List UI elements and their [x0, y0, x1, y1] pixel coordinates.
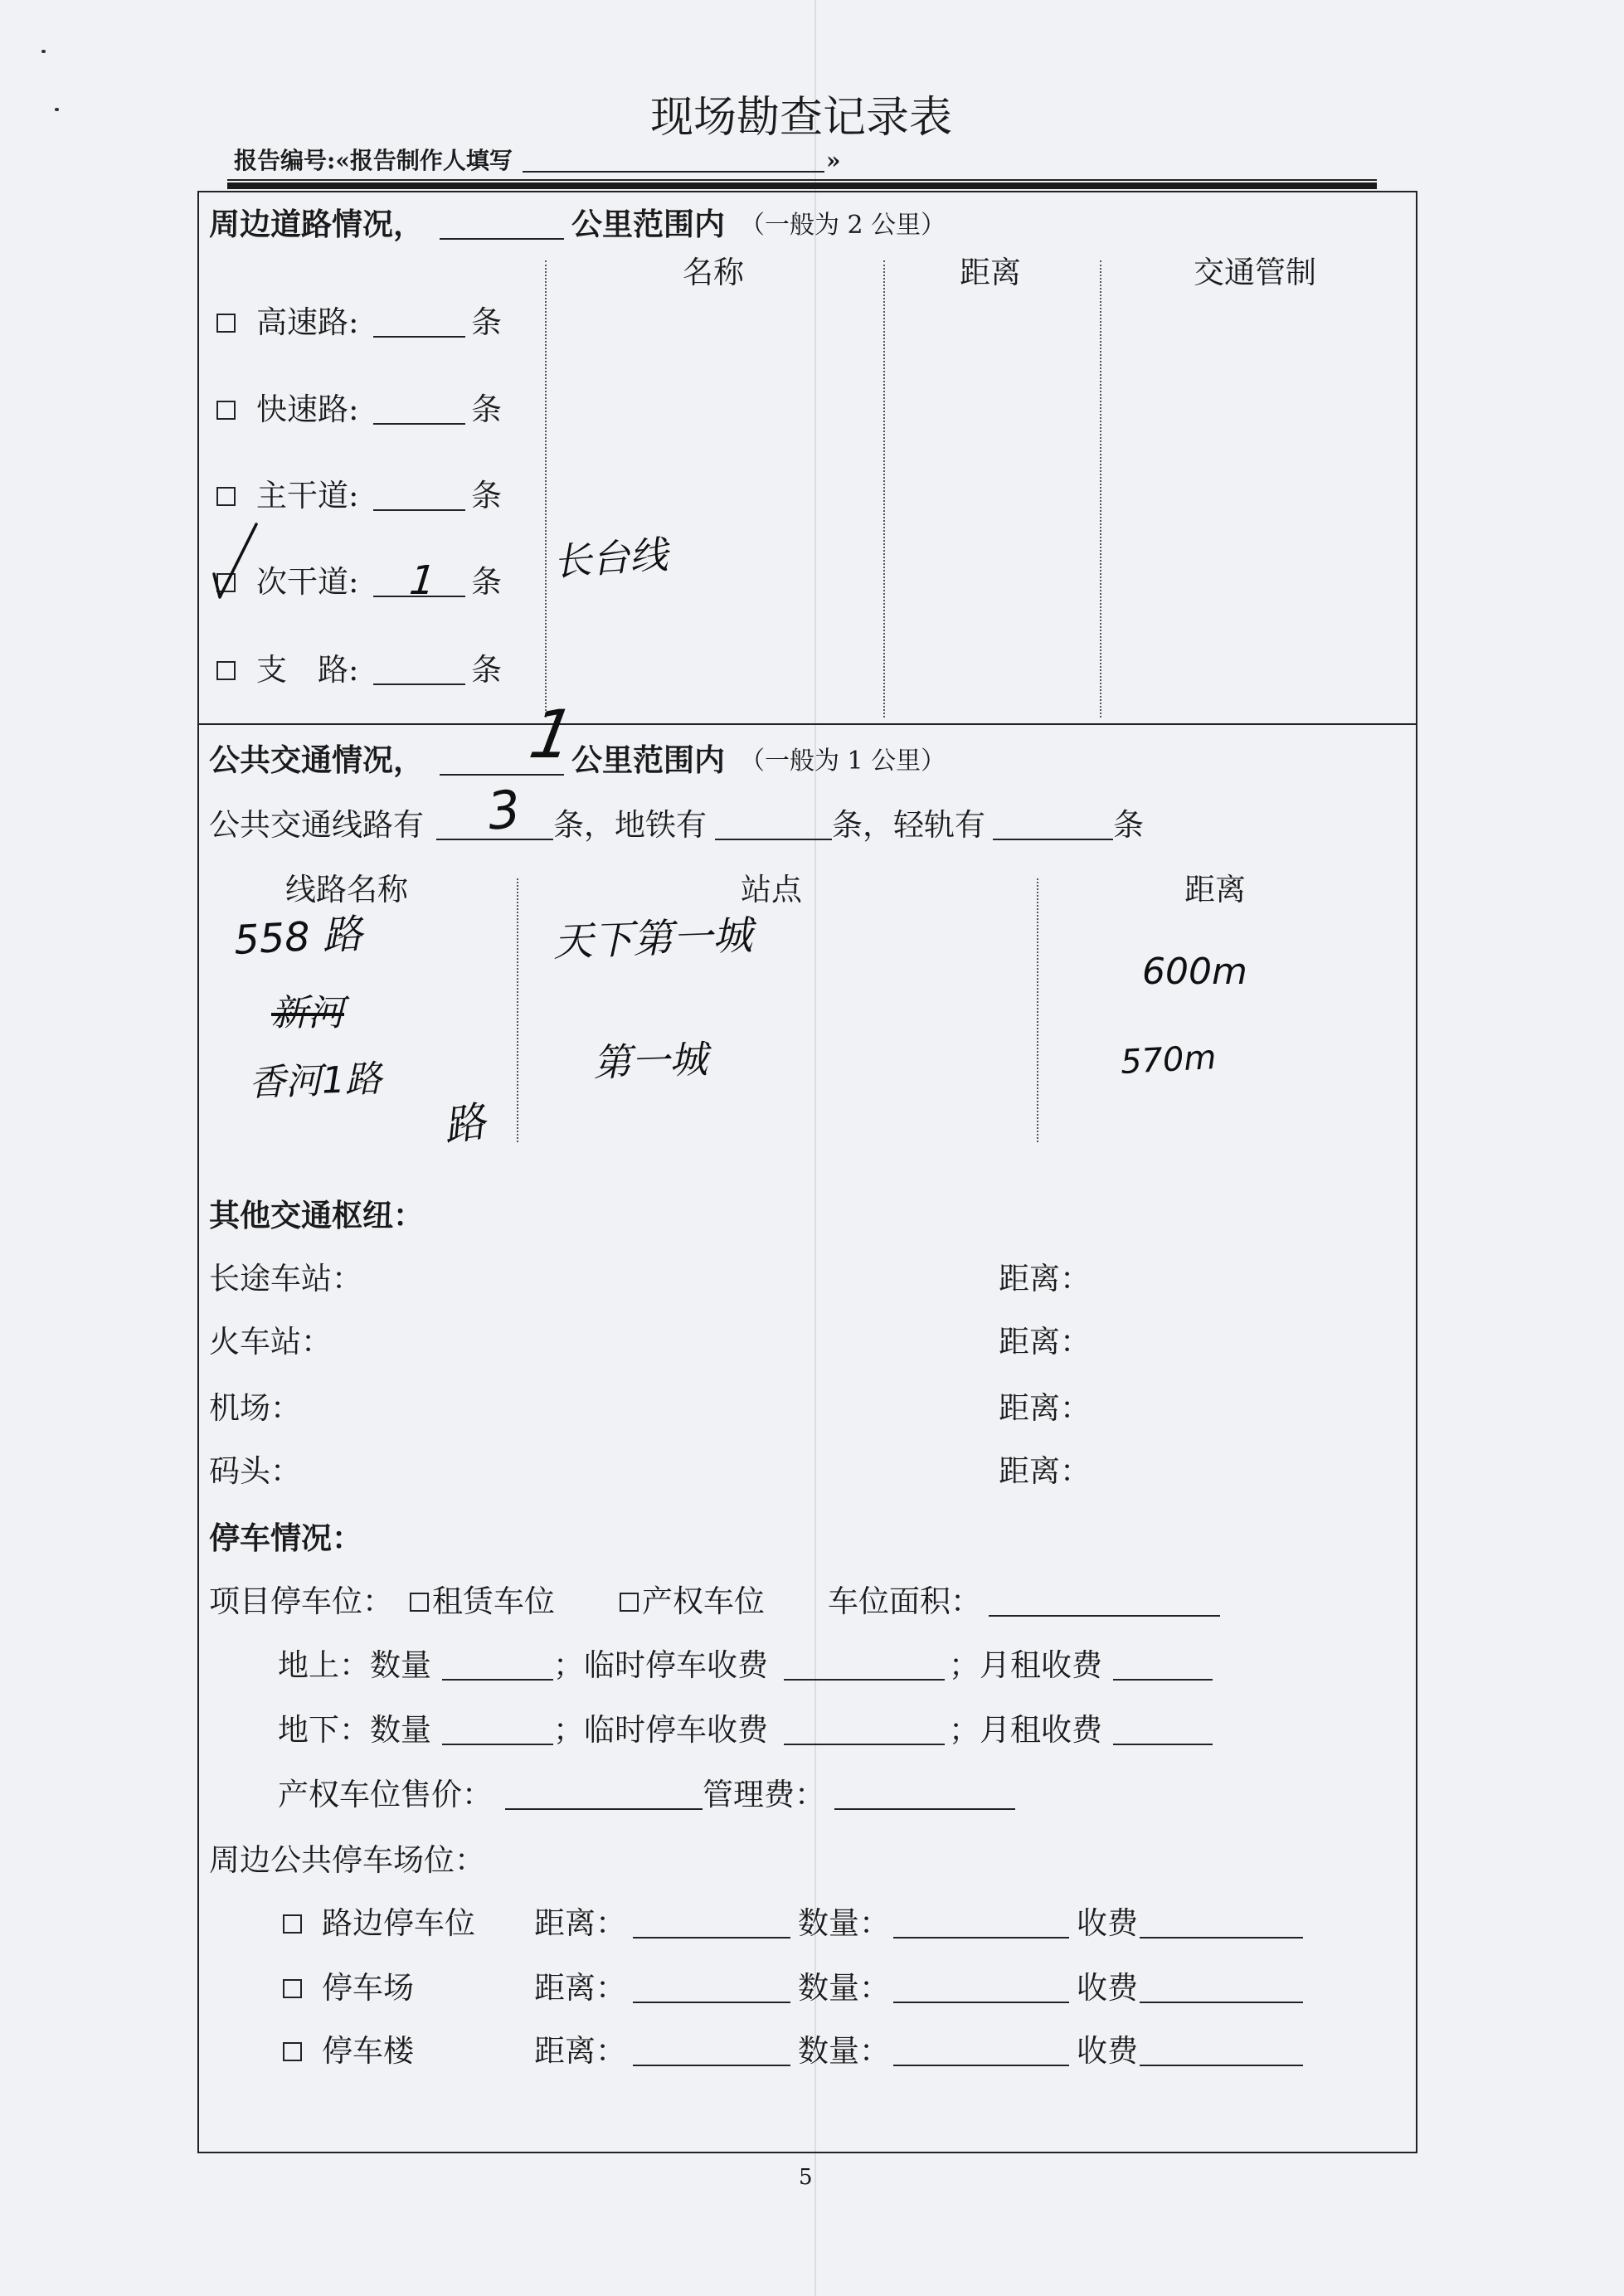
- checkbox: [216, 401, 236, 420]
- light-rail-blank: [993, 839, 1113, 840]
- hub-label: 机场：: [209, 1390, 301, 1426]
- hub-row-coach-station: [0, 1263, 1624, 1296]
- hub-row-train-station: [0, 1326, 1624, 1360]
- handwritten-secondary-count: 1: [407, 557, 438, 604]
- handwritten-station: 第一城: [592, 1036, 708, 1086]
- handwritten-transit-range: 1: [523, 696, 581, 773]
- handwritten-struck-text: 新河: [271, 992, 344, 1034]
- public-parking-row-roadside: [0, 1905, 1624, 1941]
- owned-price-row: [0, 1779, 1624, 1812]
- fee-blank: [1140, 1937, 1303, 1938]
- distance-label: 距离：: [534, 1970, 626, 2006]
- checkbox: [216, 487, 236, 506]
- report-number-close: »: [826, 147, 841, 174]
- public-parking-type: 路边停车位: [322, 1905, 475, 1941]
- column-header-distance: 距离: [960, 255, 1021, 290]
- hub-row-pier: [0, 1453, 1624, 1489]
- checkbox: [283, 1914, 302, 1934]
- handwritten-line-name: 香河1路: [248, 1058, 382, 1105]
- road-unit: 条: [471, 478, 502, 513]
- hubs-heading: 其他交通枢纽：: [209, 1197, 424, 1233]
- road-row-fastway: [0, 394, 1624, 427]
- temp-fee-blank: [784, 1679, 945, 1681]
- checkbox: [216, 661, 236, 680]
- bus-lines-label: 公共交通线路有: [209, 807, 424, 843]
- column-header-traffic-control: 交通管制: [1194, 255, 1316, 290]
- transit-range-suffix: 公里范围内: [571, 742, 725, 778]
- header-rule-thick: [227, 182, 1377, 189]
- road-unit: 条: [471, 304, 502, 340]
- parking-heading: 停车情况：: [209, 1520, 362, 1556]
- count-blank: [442, 1679, 553, 1681]
- parking-heading-row: [0, 1520, 1624, 1556]
- light-rail-label: 条，轻轨有: [832, 807, 985, 843]
- handwritten-road-name: 长台线: [552, 532, 669, 585]
- count-blank: [893, 1937, 1069, 1938]
- roads-heading: 周边道路情况，: [209, 206, 424, 242]
- metro-blank: [715, 839, 832, 840]
- distance-blank: [633, 1937, 790, 1938]
- transit-heading-row: [0, 742, 1624, 778]
- report-number-blank: [523, 171, 824, 173]
- above-ground-count-label: 地上：数量: [278, 1647, 431, 1683]
- monthly-fee-label: ；月租收费: [949, 1712, 1102, 1748]
- road-row-expressway: [0, 304, 1624, 340]
- road-count-blank: [373, 509, 465, 511]
- public-parking-type: 停车楼: [322, 2033, 414, 2069]
- column-header-station: 站点: [741, 872, 802, 907]
- road-unit: 条: [471, 392, 502, 427]
- road-type-label: 次干道:: [256, 564, 359, 600]
- count-label: 数量：: [798, 1970, 890, 2006]
- checkbox: [620, 1593, 639, 1612]
- column-header-distance: 距离: [1184, 872, 1246, 907]
- count-label: 数量：: [798, 2033, 890, 2069]
- option-rent-label: 租赁车位: [432, 1583, 555, 1619]
- checkbox: [216, 314, 236, 333]
- section-divider: [197, 723, 1417, 725]
- fee-label: 收费: [1077, 1970, 1138, 2006]
- road-type-label: 支 路:: [256, 652, 359, 688]
- management-fee-label: 管理费：: [703, 1777, 825, 1812]
- checkbox: [410, 1593, 429, 1612]
- handwritten-distance: 570m: [1119, 1039, 1218, 1082]
- column-divider: [517, 878, 518, 1142]
- count-label: 数量：: [798, 1905, 890, 1941]
- transit-column-headers: [0, 874, 1624, 907]
- scan-speck: [41, 50, 46, 53]
- owned-price-blank: [505, 1808, 703, 1810]
- handwritten-line-name: 558 路: [232, 910, 364, 965]
- transit-lines-row: [0, 807, 1624, 843]
- public-parking-heading-row: [0, 1842, 1624, 1878]
- hubs-heading-row: [0, 1197, 1624, 1233]
- fee-blank: [1140, 2002, 1303, 2003]
- road-unit: 条: [471, 564, 502, 600]
- distance-label: 距离：: [534, 1905, 626, 1941]
- checkbox: [283, 2042, 302, 2061]
- count-blank: [442, 1744, 553, 1745]
- public-parking-type: 停车场: [322, 1970, 414, 2006]
- transit-heading: 公共交通情况，: [209, 742, 424, 778]
- monthly-fee-label: ；月租收费: [949, 1647, 1102, 1683]
- scan-speck: [55, 108, 59, 111]
- hub-label: 火车站：: [209, 1324, 332, 1360]
- transit-note: （一般为 1 公里）: [740, 747, 946, 776]
- hub-distance-label: 距离：: [999, 1261, 1091, 1296]
- light-rail-unit: 条: [1113, 807, 1144, 843]
- temp-fee-blank: [784, 1744, 945, 1745]
- management-fee-blank: [834, 1808, 1015, 1810]
- handwritten-bus-count: 3: [484, 778, 524, 842]
- public-parking-heading: 周边公共停车场位：: [209, 1842, 485, 1878]
- hub-row-airport: [0, 1390, 1624, 1426]
- hub-distance-label: 距离：: [999, 1324, 1091, 1360]
- road-unit: 条: [471, 652, 502, 688]
- road-row-branch: [0, 654, 1624, 688]
- temp-fee-label: ；临时停车收费: [553, 1647, 768, 1683]
- form-title: 现场勘查记录表: [650, 93, 953, 143]
- hub-label: 长途车站：: [209, 1261, 362, 1296]
- header-rule-thin: [227, 179, 1377, 181]
- transit-range-blank: [440, 774, 564, 776]
- option-owned-label: 产权车位: [642, 1583, 765, 1619]
- handwritten-check-icon: [206, 521, 264, 604]
- column-header-line-name: 线路名称: [285, 872, 408, 907]
- road-type-label: 高速路:: [256, 304, 359, 340]
- roads-range-blank: [440, 238, 564, 240]
- roads-column-headers: [0, 257, 1624, 290]
- temp-fee-label: ；临时停车收费: [553, 1712, 768, 1748]
- road-type-label: 主干道:: [256, 478, 359, 513]
- road-row-arterial: [0, 480, 1624, 513]
- fee-label: 收费: [1077, 2033, 1138, 2069]
- handwritten-mark: 路: [440, 1097, 489, 1151]
- roads-note: （一般为 2 公里）: [740, 211, 946, 240]
- distance-blank: [633, 2002, 790, 2003]
- checkbox: [283, 1979, 302, 1998]
- road-count-blank: [373, 423, 465, 425]
- page-number: 5: [799, 2165, 813, 2190]
- area-blank: [989, 1615, 1220, 1617]
- handwritten-station: 天下第一城: [552, 912, 753, 966]
- hub-distance-label: 距离：: [999, 1453, 1091, 1489]
- column-header-name: 名称: [683, 255, 744, 290]
- fee-blank: [1140, 2065, 1303, 2066]
- hub-label: 码头：: [209, 1453, 301, 1489]
- hub-distance-label: 距离：: [999, 1390, 1091, 1426]
- monthly-fee-blank: [1113, 1679, 1213, 1681]
- count-blank: [893, 2002, 1069, 2003]
- road-count-blank: [373, 336, 465, 338]
- parking-underground-row: [0, 1712, 1624, 1748]
- metro-label: 条，地铁有: [553, 807, 707, 843]
- parking-above-ground-row: [0, 1647, 1624, 1683]
- owned-price-label: 产权车位售价：: [278, 1777, 493, 1812]
- handwritten-distance: 600m: [1142, 951, 1247, 993]
- area-label: 车位面积：: [828, 1583, 981, 1619]
- project-parking-row: [0, 1583, 1624, 1619]
- column-divider: [1037, 878, 1038, 1142]
- distance-label: 距离：: [534, 2033, 626, 2069]
- project-parking-label: 项目停车位：: [209, 1583, 393, 1619]
- underground-count-label: 地下：数量: [278, 1712, 431, 1748]
- monthly-fee-blank: [1113, 1744, 1213, 1745]
- road-type-label: 快速路:: [256, 392, 359, 427]
- public-parking-row-garage: [0, 2033, 1624, 2069]
- distance-blank: [633, 2065, 790, 2066]
- count-blank: [893, 2065, 1069, 2066]
- report-number-label: 报告编号:«报告制作人填写: [234, 147, 513, 174]
- road-count-blank: [373, 683, 465, 685]
- fee-label: 收费: [1077, 1905, 1138, 1941]
- public-parking-row-lot: [0, 1970, 1624, 2006]
- roads-range-suffix: 公里范围内: [571, 206, 725, 242]
- roads-heading-row: [0, 206, 1624, 242]
